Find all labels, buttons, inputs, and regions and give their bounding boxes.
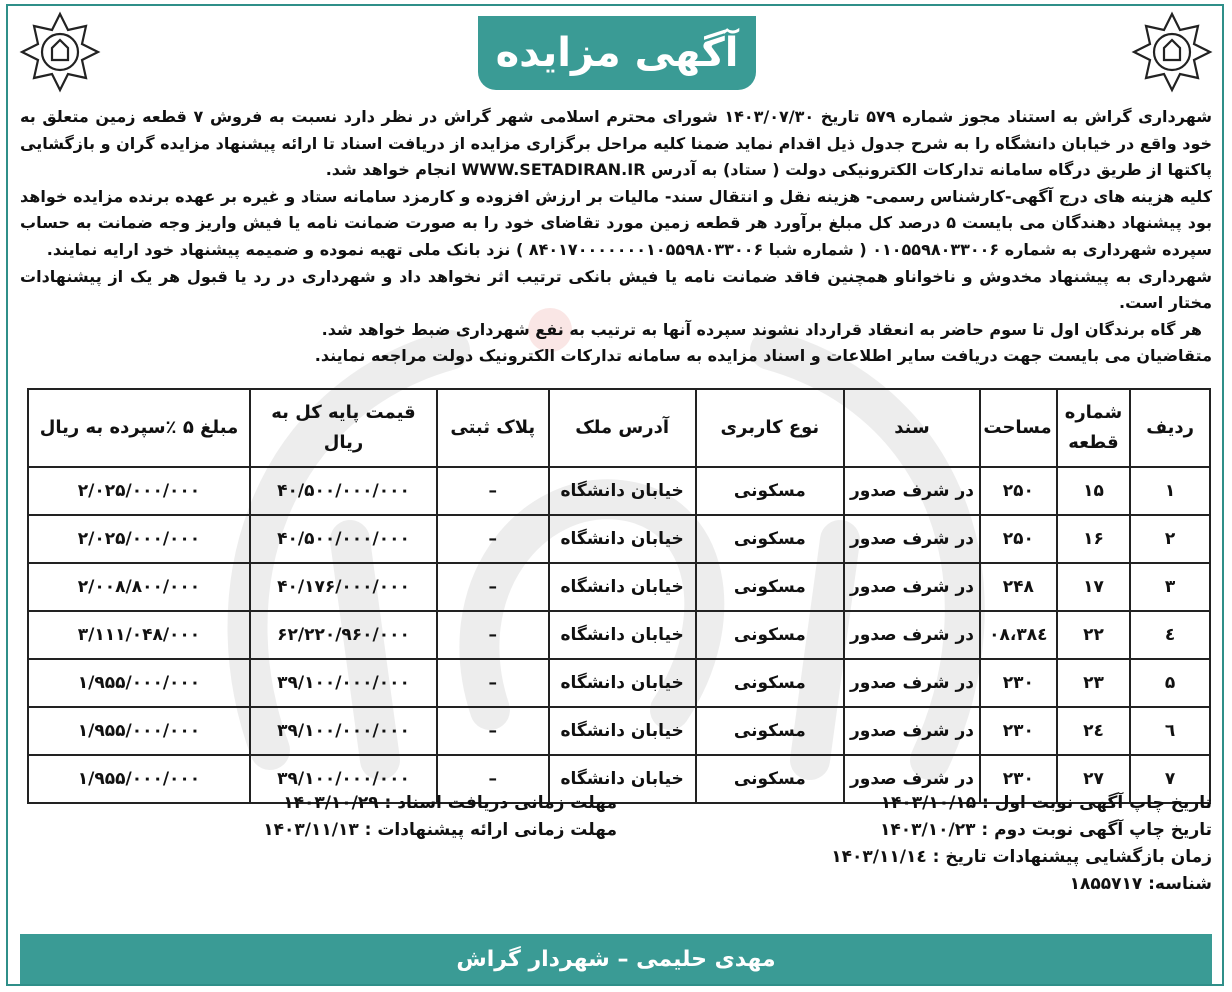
cell-base-price: ۶۲/۲۲۰/۹۶۰/۰۰۰ — [250, 611, 437, 659]
cell-parcel-no: ۱۷ — [1057, 563, 1131, 611]
cell-usage: مسکونی — [696, 707, 844, 755]
paragraph-rejection: شهرداری به پیشنهاد مخدوش و ناخواناو همچنین فاقد ضمانت نامه یا فیش بانکی ترتیب اثر نخواهد داد و شهرداری در رد یا قبول هر یک از پیشنهادات مختار است. — [20, 266, 1212, 313]
paragraph-info: متقاضیان می بایست جهت دریافت سایر اطلاعات و اسناد مزایده به سامانه تدارکات الکترونیک دولت مراجعه نمایند. — [314, 346, 1212, 366]
cell-deposit: ۲/۰۰۸/۸۰۰/۰۰۰ — [28, 563, 250, 611]
cell-registry-plate: – — [437, 659, 548, 707]
cell-deed: در شرف صدور — [844, 563, 980, 611]
cell-registry-plate: – — [437, 611, 548, 659]
cell-row-no: ۳ — [1130, 563, 1210, 611]
cell-area: ۲۳۰ — [980, 659, 1057, 707]
cell-parcel-no: ۲۲ — [1057, 611, 1131, 659]
auction-table — [27, 388, 1211, 804]
table-row — [28, 659, 1210, 707]
cell-base-price: ۴۰/۵۰۰/۰۰۰/۰۰۰ — [250, 467, 437, 515]
col-header-area: مساحت — [980, 389, 1057, 467]
col-header-parcel-no: شماره قطعه — [1057, 389, 1131, 467]
cell-area: ۲۵۰ — [980, 515, 1057, 563]
cell-deposit: ۳/۱۱۱/۰۴۸/۰۰۰ — [28, 611, 250, 659]
cell-usage: مسکونی — [696, 659, 844, 707]
mayor-signature: مهدی حلیمی – شهردار گراش — [456, 946, 776, 972]
municipality-emblem-icon — [18, 10, 102, 94]
print-date-first: تاریخ چاپ آگهی نوبت اول : ۱۴۰۳/۱۰/۱۵ — [880, 793, 1212, 813]
cell-area: ۳۸٤،۰۸ — [980, 611, 1057, 659]
col-header-address: آدرس ملک — [549, 389, 696, 467]
cell-address: خیابان دانشگاه — [549, 707, 696, 755]
cell-deposit: ۱/۹۵۵/۰۰۰/۰۰۰ — [28, 707, 250, 755]
cell-row-no: ۲ — [1130, 515, 1210, 563]
cell-registry-plate: – — [437, 515, 548, 563]
cell-base-price: ۴۰/۱۷۶/۰۰۰/۰۰۰ — [250, 563, 437, 611]
page-title: آگهی مزایده — [495, 30, 739, 76]
col-header-deed: سند — [844, 389, 980, 467]
paragraph-winners: هر گاه برندگان اول تا سوم حاضر به انعقاد قرارداد نشوند سپرده آنها به ترتیب به نفع شهرداری ضبط خواهد شد. — [321, 319, 1202, 339]
paragraph-permit: شهرداری گراش به استناد مجوز شماره ۵۷۹ تاریخ ۱۴۰۳/۰۷/۳۰ شورای محترم اسلامی شهر گراش در نظر دارد نسبت به فروش ۷ قطعه زمین متعلق به خود واقع در خیابان دانشگاه را به شرح جدول ذیل اقدام نماید ضمنا کلیه مراحل برگزاری مزایده از دریافت اسناد تا ارائه پیشنهاد مزایده گران و بازگشایی پاکتها از طریق درگاه سامانه تدارکات الکترونیکی دولت ( ستاد) به آدرس WWW.SETADIRAN.IR انجام خواهد شد. — [20, 107, 1213, 180]
cell-parcel-no: ۱۵ — [1057, 467, 1131, 515]
print-date-second: تاریخ چاپ آگهی نوبت دوم : ۱۴۰۳/۱۰/۲۳ — [880, 820, 1212, 840]
cell-address: خیابان دانشگاه — [549, 755, 696, 803]
cell-deed: در شرف صدور — [844, 755, 980, 803]
col-header-row-no: ردیف — [1130, 389, 1210, 467]
col-header-base-price: قیمت پایه کل به ریال — [250, 389, 437, 467]
cell-area: ۲۳۰ — [980, 755, 1057, 803]
cell-address: خیابان دانشگاه — [549, 515, 696, 563]
cell-base-price: ۴۰/۵۰۰/۰۰۰/۰۰۰ — [250, 515, 437, 563]
cell-base-price: ۳۹/۱۰۰/۰۰۰/۰۰۰ — [250, 659, 437, 707]
cell-usage: مسکونی — [696, 467, 844, 515]
cell-deposit: ۱/۹۵۵/۰۰۰/۰۰۰ — [28, 755, 250, 803]
cell-row-no: ٦ — [1130, 707, 1210, 755]
paragraph-costs-deposit: کلیه هزینه های درج آگهی-کارشناس رسمی- هزینه نقل و انتقال سند- مالیات بر ارزش افزوده و کارمزد سامانه ستاد و غیره بر عهده برنده مزایده خواهد بود پیشنهاد دهندگان می بایست ۵ درصد کل مبلغ برآورد هر قطعه زمین مورد تقاضای خود را به صورت ضمانت نامه یا فیش واریز وجه ضمانت به حساب سپرده شهرداری به شماره ۰۱۰۵۵۹۸۰۳۳۰۰۶ ( شماره شبا ۸۴۰۱۷۰۰۰۰۰۰۰۱۰۵۵۹۸۰۳۳۰۰۶ ) نزد بانک ملی تهیه نموده و ضمیمه پیشنهاد خود ارایه نمایند. — [20, 186, 1212, 259]
table-row — [28, 563, 1210, 611]
cell-parcel-no: ۲۳ — [1057, 659, 1131, 707]
print-dates — [652, 790, 1212, 898]
table-header-row — [28, 389, 1210, 467]
cell-base-price: ۳۹/۱۰۰/۰۰۰/۰۰۰ — [250, 707, 437, 755]
col-header-registry-plate: پلاک ثبتی — [437, 389, 548, 467]
cell-usage: مسکونی — [696, 755, 844, 803]
cell-registry-plate: – — [437, 467, 548, 515]
cell-deposit: ۱/۹۵۵/۰۰۰/۰۰۰ — [28, 659, 250, 707]
cell-deed: در شرف صدور — [844, 659, 980, 707]
cell-area: ۲۵۰ — [980, 467, 1057, 515]
cell-deed: در شرف صدور — [844, 707, 980, 755]
cell-usage: مسکونی — [696, 515, 844, 563]
table-row — [28, 611, 1210, 659]
cell-registry-plate: – — [437, 707, 548, 755]
cell-usage: مسکونی — [696, 611, 844, 659]
opening-date: زمان بازگشایی پیشنهادات تاریخ : ۱۴۰۳/۱۱/۱٤ — [831, 847, 1212, 867]
cell-deed: در شرف صدور — [844, 611, 980, 659]
table-row — [28, 467, 1210, 515]
cell-registry-plate: – — [437, 755, 548, 803]
col-header-deposit: مبلغ ۵ ٪سپرده به ریال — [28, 389, 250, 467]
municipality-emblem-icon — [1130, 10, 1214, 94]
cell-usage: مسکونی — [696, 563, 844, 611]
cell-parcel-no: ۲۷ — [1057, 755, 1131, 803]
col-header-usage: نوع کاربری — [696, 389, 844, 467]
cell-deposit: ۲/۰۲۵/۰۰۰/۰۰۰ — [28, 467, 250, 515]
cell-address: خیابان دانشگاه — [549, 467, 696, 515]
table-row — [28, 707, 1210, 755]
cell-row-no: ۵ — [1130, 659, 1210, 707]
cell-area: ۲۴۸ — [980, 563, 1057, 611]
cell-deed: در شرف صدور — [844, 467, 980, 515]
cell-deposit: ۲/۰۲۵/۰۰۰/۰۰۰ — [28, 515, 250, 563]
cell-address: خیابان دانشگاه — [549, 563, 696, 611]
cell-row-no: ۷ — [1130, 755, 1210, 803]
cell-address: خیابان دانشگاه — [549, 611, 696, 659]
cell-row-no: ۱ — [1130, 467, 1210, 515]
cell-registry-plate: – — [437, 563, 548, 611]
cell-area: ۲۳۰ — [980, 707, 1057, 755]
cell-row-no: ٤ — [1130, 611, 1210, 659]
cell-parcel-no: ۲٤ — [1057, 707, 1131, 755]
docs-deadline: مهلت زمانی دریافت اسناد : ۱۴۰۳/۱۰/۲۹ — [283, 793, 617, 813]
cell-base-price: ۳۹/۱۰۰/۰۰۰/۰۰۰ — [250, 755, 437, 803]
announcement-body — [20, 104, 1212, 370]
cell-address: خیابان دانشگاه — [549, 659, 696, 707]
offers-deadline: مهلت زمانی ارائه پیشنهادات : ۱۴۰۳/۱۱/۱۳ — [263, 820, 617, 840]
cell-deed: در شرف صدور — [844, 515, 980, 563]
table-row — [28, 515, 1210, 563]
notice-id: شناسه: ۱۸۵۵۷۱۷ — [1069, 874, 1212, 894]
cell-parcel-no: ۱۶ — [1057, 515, 1131, 563]
deadlines — [197, 790, 617, 844]
